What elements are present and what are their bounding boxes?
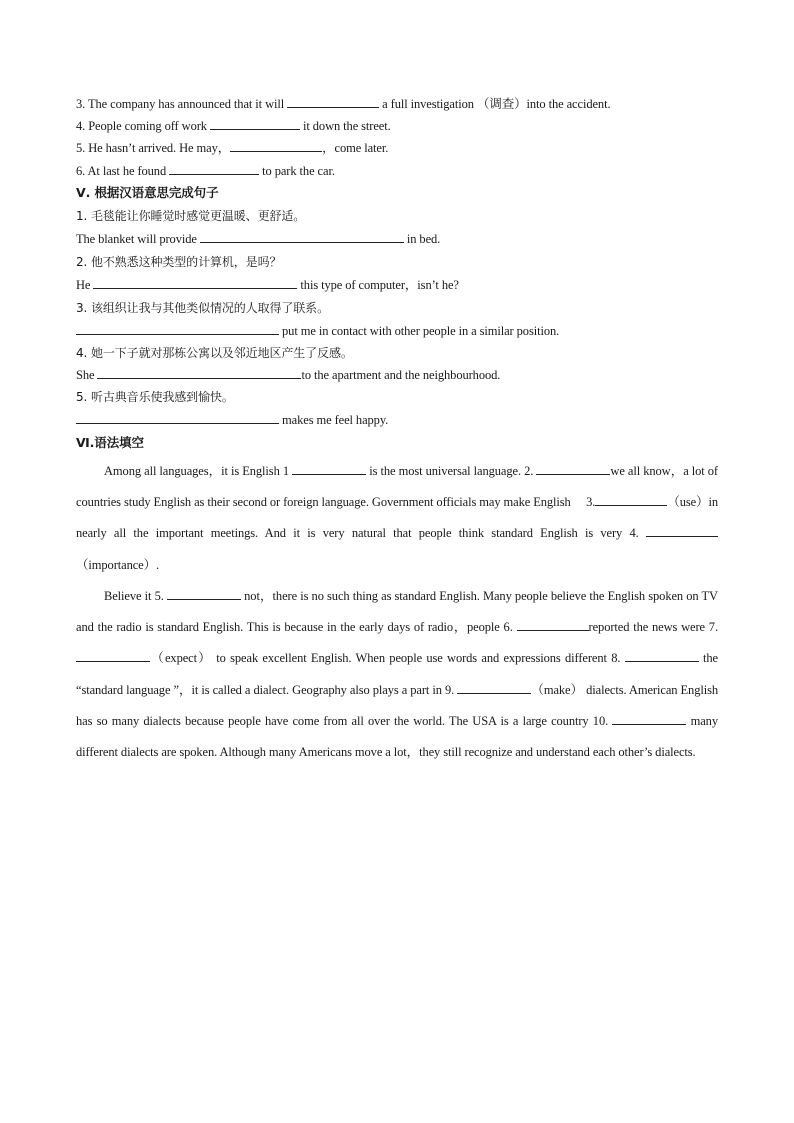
item-text-end: put me in contact with other people in a similar position. bbox=[279, 324, 560, 338]
cloze-text: （expect） to speak excellent English. When people use words and expressions different 8. bbox=[150, 651, 625, 666]
question-3-text: 3. The company has announced that it will bbox=[76, 97, 288, 111]
question-3-text-end: a full investigation （调查）into the accident. bbox=[379, 97, 611, 111]
cloze-blank-3[interactable] bbox=[595, 494, 667, 506]
item-text: She bbox=[76, 368, 98, 382]
cloze-text: many different dialects are spoken. Although many Americans move a lot，they still recognize and understand each other’s dialects. bbox=[76, 713, 718, 760]
question-4-text-end: it down the street. bbox=[299, 119, 391, 133]
cloze-text: is the most universal language. 2. bbox=[366, 464, 537, 478]
cloze-text: （importance）. bbox=[76, 557, 160, 572]
question-6 bbox=[76, 163, 335, 179]
cloze-blank-7[interactable] bbox=[76, 650, 150, 662]
answer-blank[interactable] bbox=[93, 277, 297, 289]
cloze-blank-4[interactable] bbox=[646, 525, 718, 537]
question-5-text: 5. He hasn’t arrived. He may， bbox=[76, 141, 231, 155]
section-5-item-3 bbox=[76, 323, 559, 339]
section-5-item-5 bbox=[76, 412, 388, 428]
section-6-title: Ⅵ.语法填空 bbox=[76, 435, 144, 450]
section-5-item-2-chinese: 2. 他不熟悉这种类型的计算机，是吗？ bbox=[76, 255, 282, 269]
cloze-blank-5[interactable] bbox=[167, 588, 241, 600]
item-text: The blanket will provide bbox=[76, 232, 200, 246]
cloze-text: Among all languages，it is English 1 bbox=[104, 464, 293, 478]
answer-blank[interactable] bbox=[210, 118, 300, 130]
answer-blank[interactable] bbox=[97, 367, 301, 379]
cloze-blank-9[interactable] bbox=[457, 682, 531, 694]
question-5 bbox=[76, 140, 388, 156]
item-text-end: to the apartment and the neighbourhood. bbox=[301, 368, 501, 382]
item-text-end: in bed. bbox=[403, 232, 441, 246]
question-4 bbox=[76, 118, 391, 134]
section-5-item-1-chinese: 1. 毛毯能让你睡觉时感觉更温暖、更舒适。 bbox=[76, 209, 306, 223]
cloze-text: reported the news were 7. bbox=[588, 620, 718, 635]
answer-blank[interactable] bbox=[169, 163, 259, 175]
cloze-blank-10[interactable] bbox=[612, 713, 686, 725]
section-5-item-1 bbox=[76, 231, 440, 247]
cloze-text: Believe it 5. bbox=[104, 589, 167, 603]
answer-blank[interactable] bbox=[76, 323, 279, 335]
section-5-item-4-chinese: 4. 她一下子就对那栋公寓以及邻近地区产生了反感。 bbox=[76, 346, 353, 360]
cloze-text: not，there is no such thing as standard English. Many people believe the English spoken on TV and the radio is standard English. This is because in the early days of radio，people 6. bbox=[76, 589, 718, 635]
cloze-text: we all know，a lot of countries study English as their second or foreign language. Government officials may make English 3. bbox=[76, 464, 718, 510]
cloze-paragraph-1 bbox=[76, 456, 718, 581]
cloze-text: the “standard language ”，it is called a dialect. Geography also plays a part in 9. bbox=[76, 651, 718, 697]
question-6-text: 6. At last he found bbox=[76, 164, 170, 178]
item-text: He bbox=[76, 278, 94, 292]
cloze-blank-2[interactable] bbox=[536, 463, 610, 475]
section-5-item-2 bbox=[76, 277, 459, 293]
question-5-text-end: ，come later. bbox=[322, 141, 389, 155]
answer-blank[interactable] bbox=[76, 412, 279, 424]
cloze-blank-1[interactable] bbox=[292, 463, 366, 475]
section-5-title: Ⅴ. 根据汉语意思完成句子 bbox=[76, 185, 219, 200]
question-4-text: 4. People coming off work bbox=[76, 119, 210, 133]
answer-blank[interactable] bbox=[200, 231, 404, 243]
cloze-text: （use）in nearly all the important meetings. And it is very natural that people think standard English is very 4. bbox=[76, 495, 718, 541]
item-text-end: this type of computer，isn’t he? bbox=[297, 278, 459, 292]
question-3 bbox=[76, 96, 610, 112]
item-text-end: makes me feel happy. bbox=[279, 413, 389, 427]
cloze-blank-6[interactable] bbox=[517, 619, 589, 631]
answer-blank[interactable] bbox=[230, 140, 322, 152]
section-5-item-5-chinese: 5. 听古典音乐使我感到愉快。 bbox=[76, 390, 234, 404]
answer-blank[interactable] bbox=[287, 96, 379, 108]
cloze-paragraph-2 bbox=[76, 581, 718, 768]
cloze-text: （make） dialects. American English has so many dialects because people have come from all over the world. The USA is a large country 10. bbox=[76, 682, 719, 728]
section-5-item-4 bbox=[76, 367, 500, 383]
question-6-text-end: to park the car. bbox=[259, 164, 335, 178]
section-5-item-3-chinese: 3. 该组织让我与其他类似情况的人取得了联系。 bbox=[76, 301, 329, 315]
cloze-blank-8[interactable] bbox=[625, 650, 699, 662]
